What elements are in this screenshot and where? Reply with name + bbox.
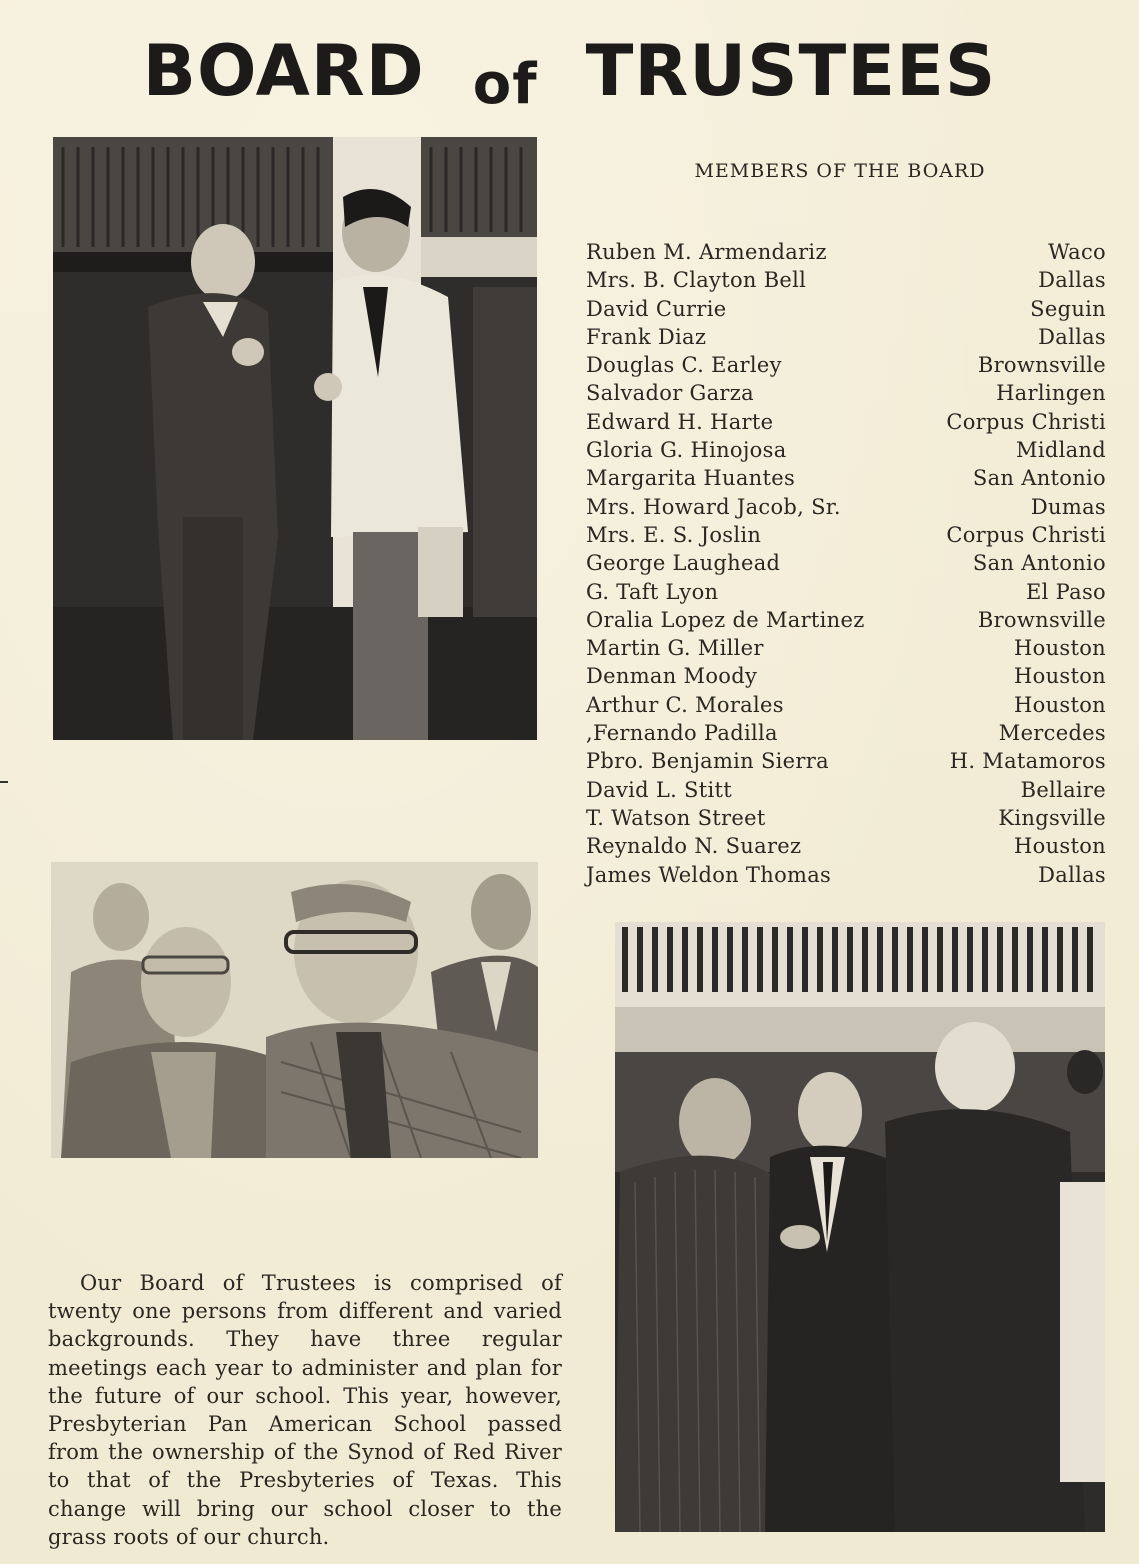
member-city: Waco xyxy=(1048,240,1106,264)
member-city: Houston xyxy=(1014,664,1106,689)
member-name: Gloria G. Hinojosa xyxy=(586,438,787,463)
member-name: Mrs. B. Clayton Bell xyxy=(586,268,807,293)
member-name: Mrs. E. S. Joslin xyxy=(586,522,762,547)
member-city: Corpus Christi xyxy=(946,522,1106,547)
list-item xyxy=(586,408,1106,436)
list-item xyxy=(586,662,1106,690)
list-item xyxy=(586,521,1106,549)
list-item xyxy=(586,804,1106,832)
member-name: Mrs. Howard Jacob, Sr. xyxy=(586,494,841,519)
member-city: San Antonio xyxy=(972,551,1106,576)
member-city: Harlingen xyxy=(996,381,1106,406)
member-name: G. Taft Lyon xyxy=(586,579,719,604)
title-trustees: TRUSTEES xyxy=(585,30,997,112)
page-title xyxy=(0,30,1139,117)
list-item xyxy=(586,464,1106,492)
list-item xyxy=(586,747,1106,775)
list-item xyxy=(586,295,1106,323)
member-name: Frank Diaz xyxy=(586,324,707,349)
member-name: Arthur C. Morales xyxy=(586,692,784,717)
member-city: Dumas xyxy=(1030,494,1106,519)
member-name: Salvador Garza xyxy=(586,381,754,406)
member-city: H. Matamoros xyxy=(949,749,1106,774)
list-item xyxy=(586,691,1106,719)
member-name: George Laughead xyxy=(586,551,781,576)
list-item xyxy=(586,493,1106,521)
members-list xyxy=(586,238,1106,889)
list-item xyxy=(586,549,1106,577)
member-city: Dallas xyxy=(1038,862,1106,887)
member-name: Douglas C. Earley xyxy=(586,353,782,378)
member-name: Denman Moody xyxy=(586,664,758,689)
list-item xyxy=(586,606,1106,634)
member-name: Martin G. Miller xyxy=(586,636,764,661)
list-item xyxy=(586,832,1106,860)
member-name: Edward H. Harte xyxy=(586,409,774,434)
list-item xyxy=(586,719,1106,747)
member-name: T. Watson Street xyxy=(586,805,766,830)
list-item xyxy=(586,379,1106,407)
photo-group-standing xyxy=(615,922,1105,1532)
member-city: Houston xyxy=(1014,692,1106,717)
list-item xyxy=(586,861,1106,889)
members-heading: MEMBERS OF THE BOARD xyxy=(694,160,986,182)
list-item xyxy=(586,578,1106,606)
member-city: Kingsville xyxy=(998,805,1106,830)
member-city: Bellaire xyxy=(1020,777,1106,802)
list-item xyxy=(586,323,1106,351)
photo-seated-men xyxy=(51,862,538,1158)
member-city: San Antonio xyxy=(972,466,1106,491)
member-name: Margarita Huantes xyxy=(586,466,796,491)
member-city: El Paso xyxy=(1026,579,1106,604)
member-name: Reynaldo N. Suarez xyxy=(586,834,802,859)
member-name: David Currie xyxy=(586,296,727,321)
list-item xyxy=(586,776,1106,804)
title-of: of xyxy=(472,52,538,117)
title-board: BOARD xyxy=(142,30,425,112)
member-city: Seguin xyxy=(1030,296,1106,321)
list-item xyxy=(586,266,1106,294)
member-name: ,Fernando Padilla xyxy=(586,721,778,746)
member-city: Midland xyxy=(1016,438,1106,463)
photo-two-men-talking xyxy=(53,137,537,740)
member-city: Brownsville xyxy=(977,353,1106,378)
member-city: Corpus Christi xyxy=(946,409,1106,434)
member-city: Houston xyxy=(1014,834,1106,859)
margin-mark xyxy=(0,781,8,783)
member-name: David L. Stitt xyxy=(586,777,732,802)
body-paragraph: Our Board of Trustees is comprised of twenty one persons from different and varied backgrounds. They have three regular meetings each year to administer and plan for the future of our school. This year, however, Presbyterian Pan American School passed from the ownership of the Synod of Red River to that of the Presbyteries of Texas. This change will bring our school closer to the grass roots of our church. xyxy=(48,1271,562,1549)
member-city: Dallas xyxy=(1038,268,1106,293)
member-city: Dallas xyxy=(1038,324,1106,349)
member-city: Mercedes xyxy=(998,721,1106,746)
member-name: Oralia Lopez de Martinez xyxy=(586,607,865,632)
member-name: James Weldon Thomas xyxy=(586,862,832,887)
member-name: Pbro. Benjamin Sierra xyxy=(586,749,829,774)
member-city: Brownsville xyxy=(977,607,1106,632)
list-item xyxy=(586,634,1106,662)
list-item xyxy=(586,238,1106,266)
list-item xyxy=(586,436,1106,464)
list-item xyxy=(586,351,1106,379)
member-city: Houston xyxy=(1014,636,1106,661)
member-name: Ruben M. Armendariz xyxy=(586,240,827,264)
